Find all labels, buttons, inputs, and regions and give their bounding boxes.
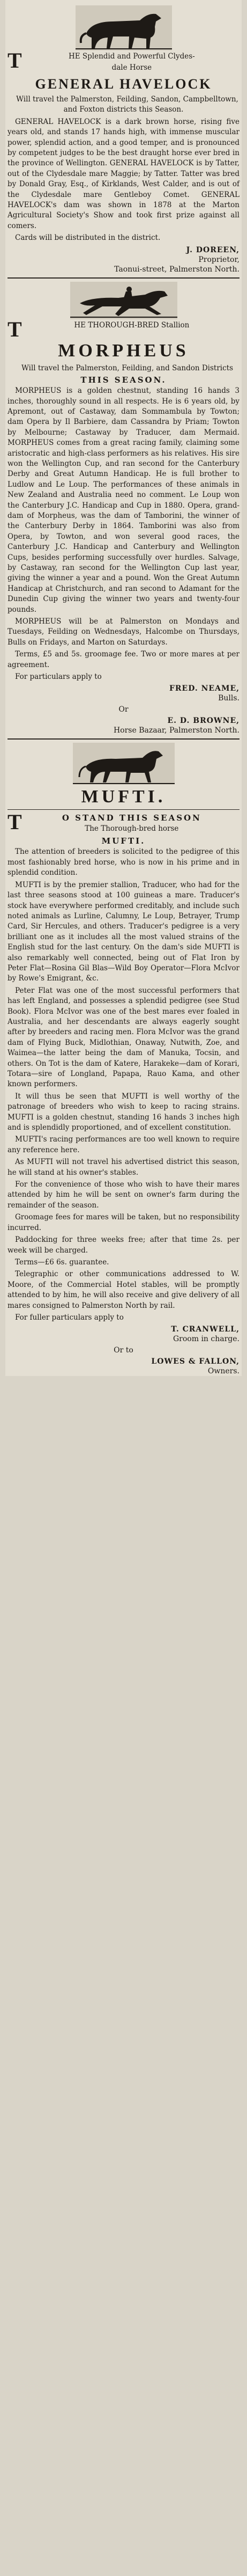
groom-role: Groom in charge. [173,1335,239,1344]
groom-signature [8,1324,239,1344]
paragraph: Terms—£6 6s. guarantee. [15,1257,109,1267]
paragraph: Paddocking for three weeks free; after that time 2s. per week will be charged. [8,1235,239,1255]
season-heading: THIS SEASON. [80,375,167,385]
schedule-text: MORPHEUS will be at Palmerston on Mondays and Tuesdays, Feilding on Wednesdays, Halcombe on Thursdays, Bulls on Fridays, and Marton on Saturdays. [8,617,239,647]
contact-1-place: Bulls. [218,694,239,703]
or-text: Or to [114,1346,133,1355]
owner-signature [8,245,239,274]
paragraph: MUFTI is by the premier stallion, Traducer, who had for the last three seasons stood at 100 guineas a mare. Traducer's stock have everywhere performed creditably, and include such noted animals as Lurline, Calumny, Le Loup, Betrayer, Trump Card, Sir Hercules, and others. Traducer's pedigree is a very brilliant one as it includes all the most valued strains of the English stud for the last century. On the dam's side MUFTI is also remarkably well connected, being out of Flat Iron by Peter Flat—Rosina Gil Blas—Wild Boy Operator—Flora McIvor by Rowe's Emigrant, &c. [8,880,239,983]
horse-name-heading: GENERAL HAVELOCK [35,76,212,92]
contact-1-name: FRED. NEAME, [169,684,239,693]
owner-role: Proprietor, [198,255,239,264]
description-text: GENERAL HAVELOCK is a dark brown horse, rising five years old, and stands 17 hands high, with immense muscular power, splendid action, and a good temper, and is pronounced by competent judges to be the best draught horse ever bred in the province of Wellington. GENERAL HAVELOCK is by Tatter, out of the Clydesdale mare Maggie; by Tatter. Tatter was bred by Donald Gray, Esq., of Kirklands, West Calder, and is out of the Clydesdale mare Gentleboy Comet. GENERAL HAVELOCK's dam was shown in 1878 at the Marton Agricultural Society's Show and took first prize against all comers. [8,117,239,230]
thoroughbred-horse-illustration [73,743,175,785]
horse-name-heading: MUFTI. [81,787,166,807]
divider [8,809,239,810]
advert-mufti [8,743,239,1376]
or-text: Or [118,705,129,714]
paragraph: For the convenience of those who wish to have their mares attended by him he will be sent on owner's farm during the remainder of the season. [8,1180,239,1210]
owner-place: Taonui-street, Palmerston North. [114,265,239,274]
paragraph: Peter Flat was one of the most successful performers that has left England, and possesses a splendid pedigree (see Stud Book). Flora McIvor was one of the best mares ever foaled in Australia, and her descendants are always eagerly sought after by breeders and racing men. Flora McIvor was the grand dam of Flying Buck, Midlothian, Onaway, Nutwith, Zoe, and Waimea—the latter being the dam of Manuka, Tocsin, and others. On Tot is the dam of Katere, Harakeke—dam of Korari, Totara—sire of Longland, Papapa, Rauo Kama, and other known performers. [8,986,239,1089]
draught-horse-illustration [76,5,172,50]
divider [8,738,239,740]
dropcap-t: T [8,50,22,72]
paragraph: Groomage fees for mares will be taken, but no responsibility incurred. [8,1213,239,1232]
owner-name: J. DOREEN, [186,245,239,254]
groom-name: T. CRANWELL, [171,1325,239,1334]
title-line: HE THOROUGH-BRED Stallion [74,320,190,330]
advert-general-havelock [8,5,239,274]
racehorse-jockey-illustration [70,282,177,319]
owners-role: Owners. [207,1367,239,1376]
pedigree-text: MORPHEUS is a golden chestnut, standing 16 hands 3 inches, thoroughly sound in all respects. He is 6 years old, by Apremont, out of Castaway, dam Sommambula by Towton; dam Opera by Il Barbiere, dam Cassandra by Priam; Towton by Melbourne; Castaway by Traducer, dam Mermaid. MORPHEUS comes from a great racing family, claiming some aristocratic and high-class performers as his relatives. His sire won the Wellington Cup, and ran second for the Canterbury Derby and Great Autumn Handicap. He is full brother to Ludlow and Le Loup. The performances of these animals in New Zealand and Australia need no comment. Le Loup won the Canterbury J.C. Handicap and Cup in 1880. Opera, grand-dam of Morpheus, was the dam of Tamborini, the winner of the Canterbury Derby in 1864. Tamborini was also from Opera, by Towton, and won several good races, the Canterbury J.C. Handicap and Canterbury and Wellington Cups, besides performing successfully over hurdles. Salvage, by Castaway, ran second for the Wellington Cup last year, giving the winner a year and a pound. Won the Great Autumn Handicap at Christchurch, and ran second to Adamant for the Dunedin Cup giving the winner two years and twenty-four pounds. [8,386,239,614]
contact-2-name: E. D. BROWNE, [167,716,239,726]
route-text: Will travel the Palmerston, Feilding, and Sandon Districts [21,363,233,372]
owners-signature [8,1357,239,1376]
contact-1 [8,684,239,703]
route-text: Will travel the Palmerston, Feilding, Sandon, Campbelltown, and Foxton districts this Season. [16,95,238,114]
particulars-text: For particulars apply to [15,672,102,682]
stand-heading: O STAND THIS SEASON [62,813,201,823]
newspaper-column [5,0,242,1376]
horse-name-small: MUFTI. [101,836,146,846]
owners-name: LOWES & FALLON, [151,1357,239,1366]
paragraph: Telegraphic or other communications addressed to W. Moore, of the Commercial Hotel stables, will be promptly attended to by him, he will also receive and give delivery of all mares consigned to Palmerston North by rail. [8,1270,239,1310]
cards-note: Cards will be distributed in the district. [15,233,161,243]
contact-2-place: Horse Bazaar, Palmerston North. [113,726,239,735]
paragraph: For fuller particulars apply to [15,1313,124,1322]
paragraph: MUFTI's racing performances are too well known to require any reference here. [8,1135,239,1154]
terms-text: Terms, £5 and 5s. groomage fee. Two or more mares at per agreement. [8,650,239,669]
intro-line-2: dale Horse [111,63,152,72]
paragraph: The attention of breeders is solicited to the pedigree of this most fashionably bred horse, who is now in his prime and in splendid condition. [8,847,239,877]
divider [8,277,239,279]
intro-line: HE Splendid and Powerful Clydes- [68,52,195,61]
advert-morpheus [8,282,239,736]
sub-heading: The Thorough-bred horse [85,824,179,833]
dropcap-t: T [8,319,22,339]
paragraph: It will thus be seen that MUFTI is well worthy of the patronage of breeders who wish to keep to racing strains. MUFTI is a golden chestnut, standing 16 hands 3 inches high and is splendidly proportioned, and of excellent constitution. [8,1092,239,1132]
dropcap-t: T [8,812,22,835]
paragraph: As MUFTI will not travel his advertised district this season, he will stand at his owner's stables. [8,1158,239,1177]
contact-2 [8,716,239,735]
horse-name-heading: MORPHEUS [58,340,189,361]
